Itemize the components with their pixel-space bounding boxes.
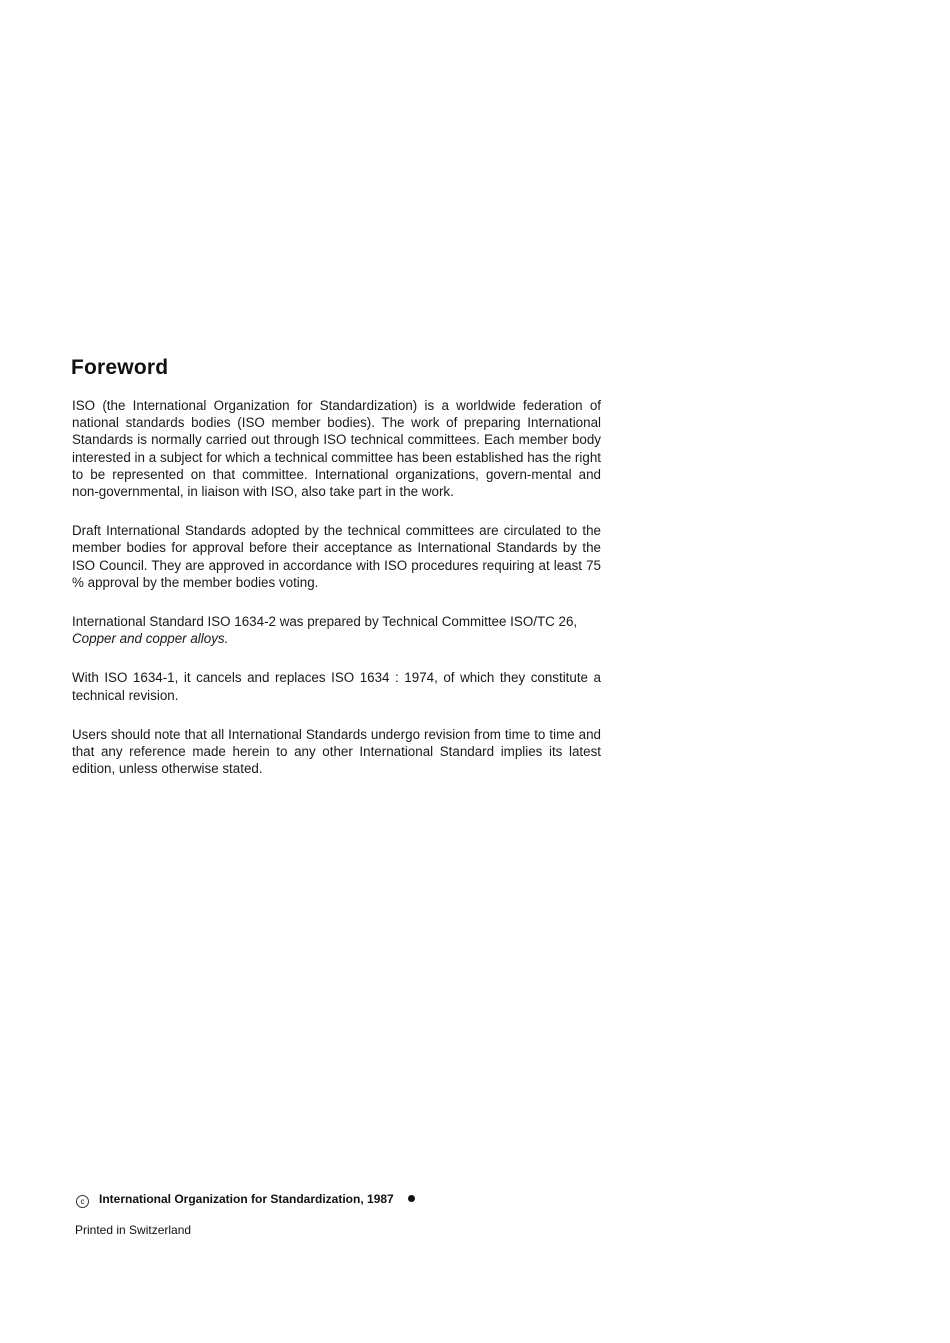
- foreword-body: [72, 397, 601, 799]
- copyright-line: [76, 1192, 415, 1208]
- copyright-icon: c: [76, 1195, 89, 1208]
- paragraph-iso-intro: ISO (the International Organization for Standardization) is a worldwide federation of national standards bodies (ISO member bodies). The work of preparing International Standards is normally carried out through ISO technical committees. Each member body interested in a subject for which a technical committee has been established has the right to be represented on that committee. International organizations, govern-mental and non-governmental, in liaison with ISO, also take part in the work.: [72, 398, 601, 500]
- paragraph-draft-standards: Draft International Standards adopted by the technical committees are circulated to the member bodies for approval before their acceptance as International Standards by the ISO Council. They are approved in accordance with ISO procedures requiring at least 75 % approval by the member bodies voting.: [72, 523, 601, 590]
- paragraph-revision-note: Users should note that all International Standards undergo revision from time to time and that any reference made herein to any other International Standard implies its latest edition, unless otherwise stated.: [72, 726, 601, 777]
- paragraph-replaces: With ISO 1634-1, it cancels and replaces ISO 1634 : 1974, of which they constitute a technical revision.: [72, 670, 601, 703]
- copyright-text: International Organization for Standardization, 1987: [99, 1192, 394, 1206]
- bullet-icon: [408, 1195, 415, 1202]
- paragraph-prepared-by: [72, 613, 601, 647]
- printed-in: Printed in Switzerland: [75, 1223, 192, 1237]
- committee-name: Copper and copper alloys.: [72, 631, 229, 647]
- page-title: Foreword: [71, 356, 169, 379]
- prepared-by-text: International Standard ISO 1634-2 was prepared by Technical Committee ISO/TC 26,: [72, 614, 578, 630]
